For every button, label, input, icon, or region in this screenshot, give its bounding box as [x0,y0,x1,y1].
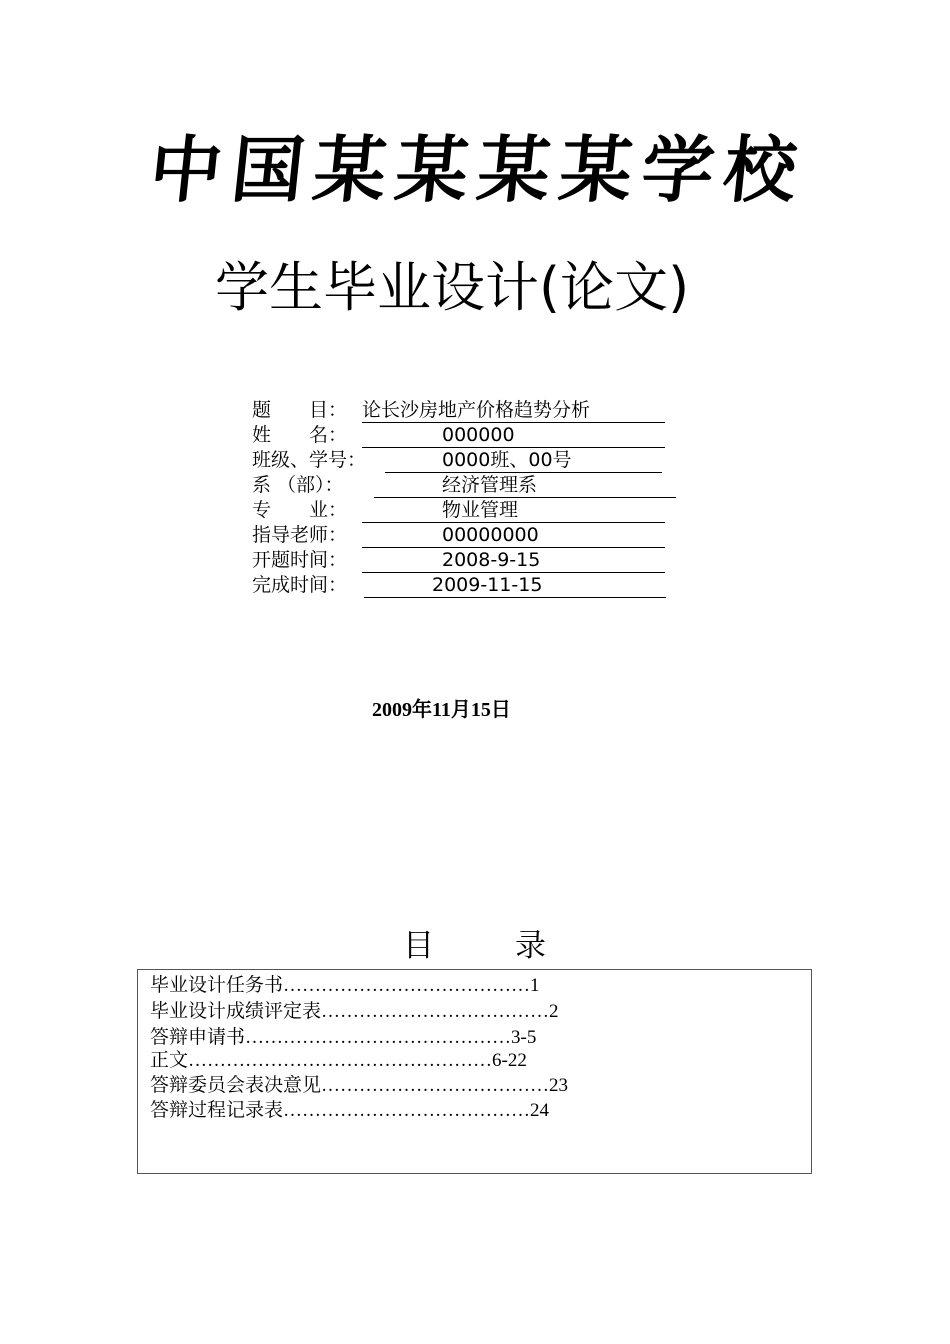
document-title: 学生毕业设计(论文) [215,256,690,319]
class-field [385,448,662,473]
advisor-field [362,523,665,548]
department-label: 系 （部）： [252,474,344,496]
start-date-value: 2008-9-15 [442,549,541,571]
toc-item[interactable]: 毕业设计成绩评定表………………………………2 [150,1001,559,1022]
toc-heading-char-2: 录 [515,928,546,964]
major-field [362,498,665,523]
advisor-label: 指导老师： [252,524,348,546]
toc-heading-char-1: 目 [403,928,434,964]
department-field [374,473,676,498]
start-date-field [362,548,665,573]
toc-item[interactable]: 正文…………………………………………6-22 [150,1050,527,1071]
finish-date-value: 2009-11-15 [432,574,543,596]
class-label: 班级、学号： [252,449,367,471]
class-value: 0000班、00号 [442,449,572,471]
finish-date-label: 完成时间： [252,574,348,596]
name-label: 姓 名： [252,424,348,446]
toc-item[interactable]: 毕业设计任务书…………………………………1 [150,975,540,996]
topic-label: 题 目： [252,399,348,421]
major-value: 物业管理 [442,499,519,521]
name-value: 000000 [442,424,515,446]
table-of-contents [137,969,812,1174]
toc-item[interactable]: 答辩过程记录表…………………………………24 [150,1100,550,1121]
finish-date-field [364,573,666,598]
start-date-label: 开题时间： [252,549,348,571]
advisor-value: 00000000 [442,524,539,546]
department-value: 经济管理系 [442,474,538,496]
submission-date: 2009年11月15日 [372,699,511,721]
major-label: 专 业： [252,499,348,521]
toc-heading [403,925,546,967]
topic-value: 论长沙房地产价格趋势分析 [362,399,591,421]
name-field [362,423,665,448]
school-name: 中国某某某某学校 [145,127,811,212]
toc-item[interactable]: 答辩委员会表决意见………………………………23 [150,1075,569,1096]
topic-field [362,398,665,423]
toc-item[interactable]: 答辩申请书……………………………………3-5 [150,1027,537,1048]
